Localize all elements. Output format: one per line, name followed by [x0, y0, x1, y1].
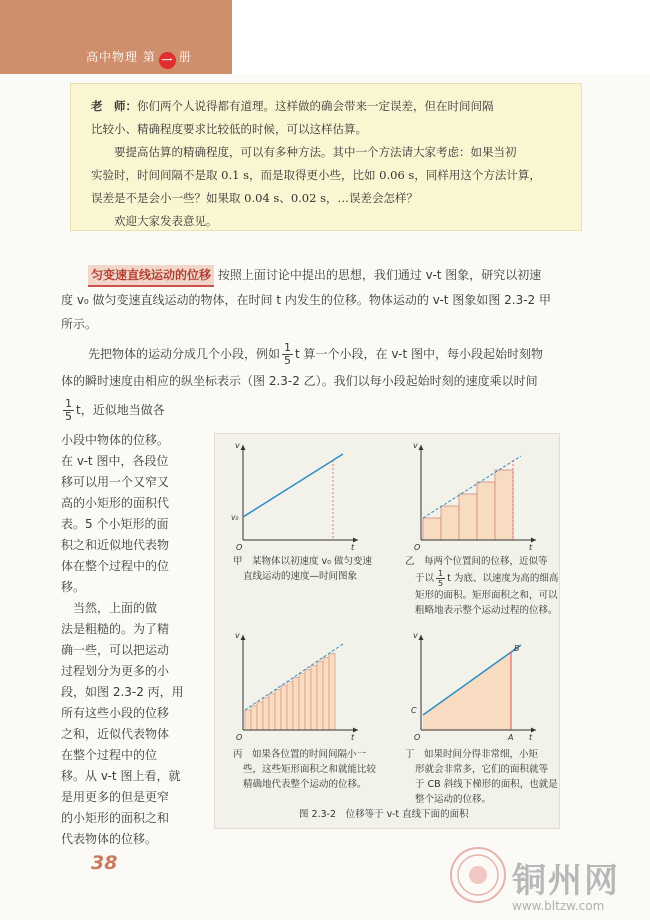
- side-line: 移可以用一个又窄又: [61, 475, 170, 489]
- title-prefix: 高中物理 第: [86, 50, 156, 64]
- side-line: 表。5 个小矩形的面: [61, 517, 169, 531]
- approx-rect: [257, 702, 263, 730]
- volume-badge: 一: [159, 52, 176, 69]
- approx-rect: [311, 666, 317, 730]
- book-title: [86, 48, 192, 69]
- caption-jia: 甲 某物体以初速度 v₀ 做匀变速 直线运动的速度—时间图象: [233, 556, 372, 582]
- side-line: 法是粗糙的。为了精: [61, 622, 170, 636]
- paragraph-1-line-1: [88, 263, 541, 287]
- origin-label: O: [414, 733, 421, 742]
- dialog-line: 误差是不是会小一些？如果取 0.04 s、0.02 s，…误差会怎样？: [91, 191, 418, 205]
- watermark-seal-icon: [448, 845, 508, 905]
- dialog-speaker: 老 师：: [91, 99, 137, 113]
- v-axis-arrow: [241, 445, 246, 450]
- v0-label: v₀: [231, 513, 239, 522]
- axis-v-label: v: [413, 441, 418, 450]
- page-number: 38: [91, 852, 118, 874]
- paragraph-3-line-1: [61, 398, 165, 423]
- dialog-line: 要提高估算的精确程度，可以有多种方法。其中一个方法请大家考虑：如果当初: [114, 145, 517, 159]
- approx-rect: [251, 706, 257, 730]
- approx-rect: [293, 678, 299, 730]
- side-line: 代表物体的位移。: [61, 832, 158, 846]
- paragraph-text: t，近似地当做各: [76, 403, 165, 417]
- trapezoid-area: [423, 652, 511, 730]
- paragraph-2-line-2: 体的瞬时速度由相应的纵坐标表示（图 2.3-2 乙）。我们以每小段起始时刻的速度乘以时间: [61, 374, 538, 388]
- section-heading: 匀变速直线运动的位移: [88, 265, 214, 287]
- paragraph-1-line-3: 所示。: [61, 317, 98, 331]
- approx-rect: [275, 690, 281, 730]
- paragraph-2-line-1: [88, 342, 543, 367]
- velocity-line: [243, 454, 343, 517]
- side-line: 过程划分为更多的小: [61, 664, 170, 678]
- t-axis-arrow: [531, 538, 536, 543]
- approx-rect: [317, 662, 323, 730]
- paragraph-text: 按照上面讨论中提出的思想，我们通过 v-t 图象，研究以初速: [217, 268, 542, 282]
- panel-jia-plot: [233, 440, 363, 550]
- watermark-url: www.bltzw.com: [512, 899, 605, 913]
- teacher-dialog-box: [70, 83, 582, 231]
- axis-t-label: t: [529, 733, 533, 742]
- approx-rects-coarse: [423, 470, 513, 540]
- axis-t-label: t: [529, 543, 533, 552]
- panel-ding-plot: [411, 630, 541, 742]
- caption-yi: 乙 每两个位置间的位移，近似等 于以 $\frac{1}{5}$ t 为底、以速度为高的细高 矩形的面积。矩形面积之和，可以 粗略地表示整个运动过程的位移。: [405, 556, 559, 616]
- point-a-label: A: [508, 733, 514, 742]
- figure-title: 图 2.3-2 位移等于 v-t 直线下面的面积: [299, 809, 469, 820]
- dialog-line: 比较小、精确程度要求比较低的时候，可以这样估算。: [91, 122, 367, 136]
- approx-rect: [263, 698, 269, 730]
- approx-rect: [287, 682, 293, 730]
- side-line: 段，如图 2.3-2 丙，用: [61, 685, 184, 699]
- t-axis-arrow: [353, 538, 358, 543]
- origin-label: O: [414, 543, 421, 552]
- point-c-label: C: [411, 706, 417, 715]
- fraction-one-fifth: $\frac{1}{5}$: [438, 569, 444, 588]
- approx-rects-fine: [245, 653, 335, 730]
- watermark-site-name: 铜州网: [512, 861, 620, 901]
- title-suffix: 册: [178, 50, 192, 64]
- axis-v-label: v: [235, 441, 240, 450]
- paragraph-text: t 算一个小段，在 v-t 图中，每小段起始时刻物: [295, 347, 543, 361]
- dialog-line: 欢迎大家发表意见。: [114, 214, 218, 228]
- axis-v-label: v: [413, 631, 418, 640]
- point-b-label: B: [514, 644, 520, 653]
- origin-label: O: [236, 733, 243, 742]
- axis-v-label: v: [235, 631, 240, 640]
- side-line: 所有这些小段的位移: [61, 706, 170, 720]
- side-line: 是用更多的但是更窄: [61, 790, 170, 804]
- side-line: 体在整个过程中的位: [61, 559, 170, 573]
- side-line: 确一些，可以把运动: [61, 643, 170, 657]
- approx-rect: [245, 710, 251, 730]
- v-axis-arrow: [419, 635, 424, 640]
- side-text-column: [61, 430, 184, 850]
- side-line: 当然，上面的做: [61, 601, 158, 615]
- paragraph-text: 先把物体的运动分成几个小段，例如: [88, 347, 281, 361]
- t-axis-arrow: [531, 728, 536, 733]
- approx-rect: [281, 686, 287, 730]
- side-line: 在整个过程中的位: [61, 748, 158, 762]
- fraction-one-fifth: $\frac{1}{5}$: [284, 341, 292, 367]
- side-line: 的小矩形的面积之和: [61, 811, 170, 825]
- panel-yi-plot: [411, 440, 541, 550]
- v-axis-arrow: [241, 635, 246, 640]
- approx-rect: [323, 657, 329, 730]
- side-line: 之和，近似代表物体: [61, 727, 170, 741]
- origin-label: O: [236, 543, 243, 552]
- dialog-line: 实验时，时间间隔不是取 0.1 s，而是取得更小些，比如 0.06 s，同样用这个方法计算，: [91, 168, 541, 182]
- paragraph-1-line-2: 度 v₀ 做匀变速直线运动的物体，在时间 t 内发生的位移。物体运动的 v-t 图象如图 2.3-2 甲: [61, 293, 551, 307]
- side-line: 高的小矩形的面积代: [61, 496, 170, 510]
- side-line: 移。从 v-t 图上看，就: [61, 769, 181, 783]
- caption-bing: 丙 如果各位置的时间间隔小一 些，这些矩形面积之和就能比较 精确地代表整个运动的位移。: [233, 749, 377, 790]
- side-line: 小段中物体的位移。: [61, 433, 170, 447]
- caption-ding: 丁 如果时间分得非常细，小矩 形就会非常多，它们的面积就等 于 CB 斜线下梯形的面积，也就是 整个运动的位移。: [405, 749, 558, 805]
- approx-rect: [329, 653, 335, 730]
- fraction-one-fifth: $\frac{1}{5}$: [65, 397, 72, 423]
- page-header: [0, 0, 650, 74]
- v-axis-arrow: [419, 445, 424, 450]
- side-line: 移。: [61, 580, 86, 594]
- t-axis-arrow: [353, 728, 358, 733]
- approx-rect: [269, 694, 275, 730]
- approx-rect: [305, 670, 311, 730]
- figure-2-3-2: [214, 433, 560, 829]
- side-line: 在 v-t 图中，各段位: [61, 454, 169, 468]
- side-line: 积之和近似地代表物: [61, 538, 170, 552]
- dialog-line: 你们两个人说得都有道理。这样做的确会带来一定误差，但在时间间隔: [137, 99, 494, 113]
- axis-t-label: t: [351, 733, 355, 742]
- panel-bing-plot: [233, 630, 363, 742]
- axis-t-label: t: [351, 543, 355, 552]
- approx-rect: [299, 674, 305, 730]
